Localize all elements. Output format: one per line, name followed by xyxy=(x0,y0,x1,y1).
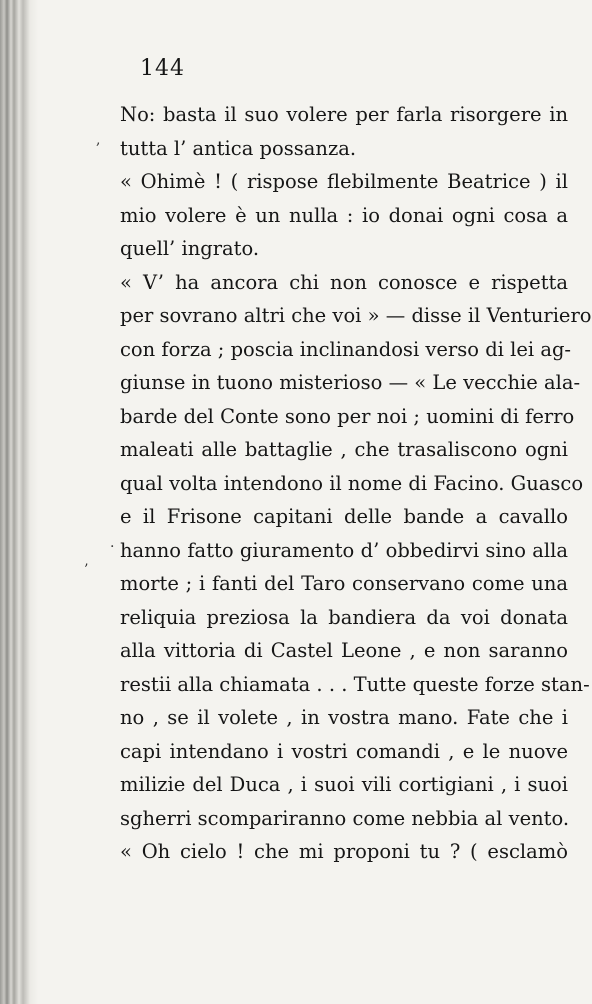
text-line: maleati alle battaglie , che trasaliscono ogni xyxy=(120,438,568,461)
text-line: tutta l’ antica possanza. xyxy=(120,136,357,160)
text-line: alla vittoria di Castel Leone , e non saranno xyxy=(120,639,568,662)
text-line: reliquia preziosa la bandiera da voi donata xyxy=(120,605,568,629)
ink-speck: , xyxy=(96,132,101,148)
text-line: « Ohimè ! ( rispose flebilmente Beatrice ) il xyxy=(120,170,568,193)
text-line: barde del Conte sono per noi ; uomini di ferro xyxy=(120,404,575,428)
text-line: capi intendano i vostri comandi , e le nuove xyxy=(120,739,568,763)
text-line: no , se il volete , in vostra mano. Fate che i xyxy=(120,706,568,729)
ink-speck: ’ xyxy=(84,562,89,578)
text-line: con forza ; poscia inclinandosi verso di lei ag- xyxy=(120,337,572,361)
text-line: mio volere è un nulla : io donai ogni cosa a xyxy=(120,203,568,227)
page-number: 144 xyxy=(140,56,185,81)
text-line: morte ; i fanti del Taro conservano come una xyxy=(120,572,568,595)
text-line: No: basta il suo volere per farla risorgere in xyxy=(120,103,568,126)
text-line: qual volta intendono il nome di Facino. Guasco xyxy=(120,471,584,495)
ink-speck: . xyxy=(110,535,115,551)
text-line: « V’ ha ancora chi non conosce e rispetta xyxy=(120,270,568,294)
text-line: restii alla chiamata . . . Tutte queste forze stan- xyxy=(120,672,590,696)
text-line: hanno fatto giuramento d’ obbedirvi sino alla xyxy=(120,538,568,562)
text-line: giunse in tuono misterioso — « Le vecchie ala- xyxy=(120,371,581,394)
text-line: per sovrano altri che voi » — disse il Venturiero xyxy=(120,304,592,327)
page-body-text xyxy=(120,98,592,869)
text-line: quell’ ingrato. xyxy=(120,237,260,260)
text-line: « Oh cielo ! che mi proponi tu ? ( esclamò xyxy=(120,840,568,863)
text-line: milizie del Duca , i suoi vili cortigiani , i suoi xyxy=(120,773,568,796)
text-line: sgherri scompariranno come nebbia al vento. xyxy=(120,806,570,830)
text-line: e il Frisone capitani delle bande a cavallo xyxy=(120,505,568,528)
book-gutter xyxy=(0,0,38,1004)
